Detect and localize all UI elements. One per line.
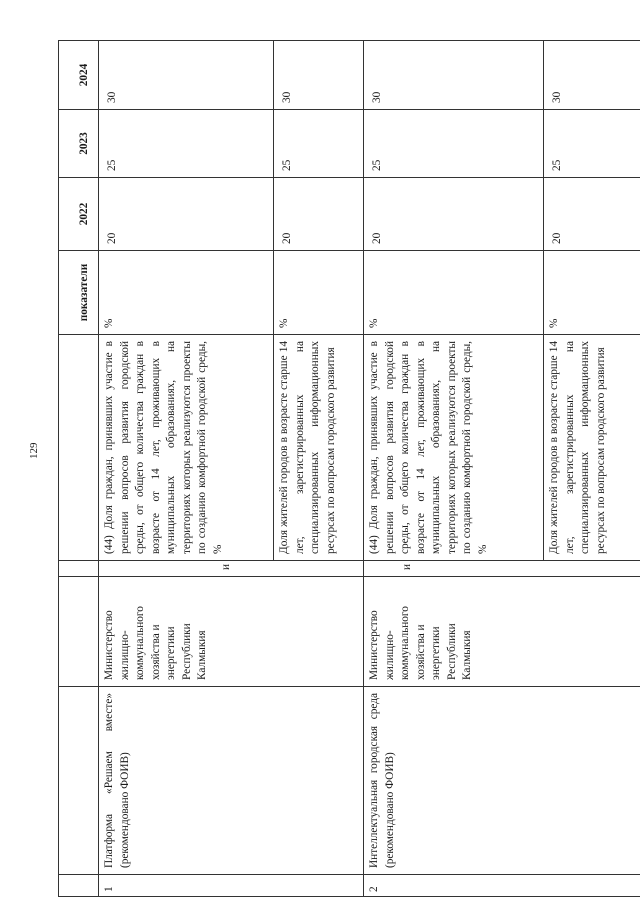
table-header-row (59, 41, 99, 897)
indicator-text: (44) Доля граждан, принявших участие в решении вопросов развития городской среды, от общего количества граждан в возрасте от 14 лет, проживающих в муниципальных образованиях, на территориях которых реализуются проекты по созданию комфортной городской среды, % (364, 335, 544, 561)
row-number: 1 (99, 875, 364, 897)
value-2024: 30 (99, 41, 274, 110)
indicator-text: Доля жителей городов в возрасте старше 14 лет, зарегистрированных на специализированных информационных ресурсах по вопросам городского развития (544, 335, 640, 561)
value-2024: 30 (274, 41, 364, 110)
indicator-text: Доля жителей городов в возрасте старше 14 лет, зарегистрированных на специализированных информационных ресурсах по вопросам городского развития (274, 335, 364, 561)
header-cell (59, 577, 99, 687)
table-row (99, 41, 274, 897)
value-2024: 30 (544, 41, 640, 110)
header-cell (59, 687, 99, 875)
executor: Министерство жилищно-коммунального хозяйства и энергетики Республики Калмыкия (99, 577, 364, 687)
header-cell-indicators: показатели (59, 251, 99, 335)
header-cell (59, 335, 99, 561)
value-2023: 25 (274, 110, 364, 178)
value-2022: 20 (544, 178, 640, 251)
value-2023: 25 (99, 110, 274, 178)
and-mark: и (364, 561, 640, 577)
header-cell (59, 561, 99, 577)
header-cell-2023: 2023 (59, 110, 99, 178)
indicator-unit: % (364, 251, 544, 335)
indicator-unit: % (544, 251, 640, 335)
value-2022: 20 (364, 178, 544, 251)
indicator-unit: % (99, 251, 274, 335)
value-2023: 25 (544, 110, 640, 178)
project-name: Платформа «Решаем вместе» (рекомендовано ФОИВ) (99, 687, 364, 875)
header-cell-2024: 2024 (59, 41, 99, 110)
value-2022: 20 (99, 178, 274, 251)
value-2023: 25 (364, 110, 544, 178)
indicator-text: (44) Доля граждан, принявших участие в решении вопросов развития городской среды, от общего количества граждан в возрасте от 14 лет, проживающих в муниципальных образованиях, на территориях которых реализуются проекты по созданию комфортной городской среды, % (99, 335, 274, 561)
header-cell (59, 875, 99, 897)
project-name: Интеллектуальная городская среда (рекомендовано ФОИВ) (364, 687, 640, 875)
and-mark: и (99, 561, 364, 577)
value-2024: 30 (364, 41, 544, 110)
header-cell-2022: 2022 (59, 178, 99, 251)
value-2022: 20 (274, 178, 364, 251)
table-row (364, 41, 544, 897)
executor: Министерство жилищно-коммунального хозяйства и энергетики Республики Калмыкия (364, 577, 640, 687)
indicator-unit: % (274, 251, 364, 335)
row-number: 2 (364, 875, 640, 897)
rotated-table-container (58, 41, 607, 897)
page-number: 129 (28, 442, 40, 459)
indicators-table (58, 40, 640, 897)
